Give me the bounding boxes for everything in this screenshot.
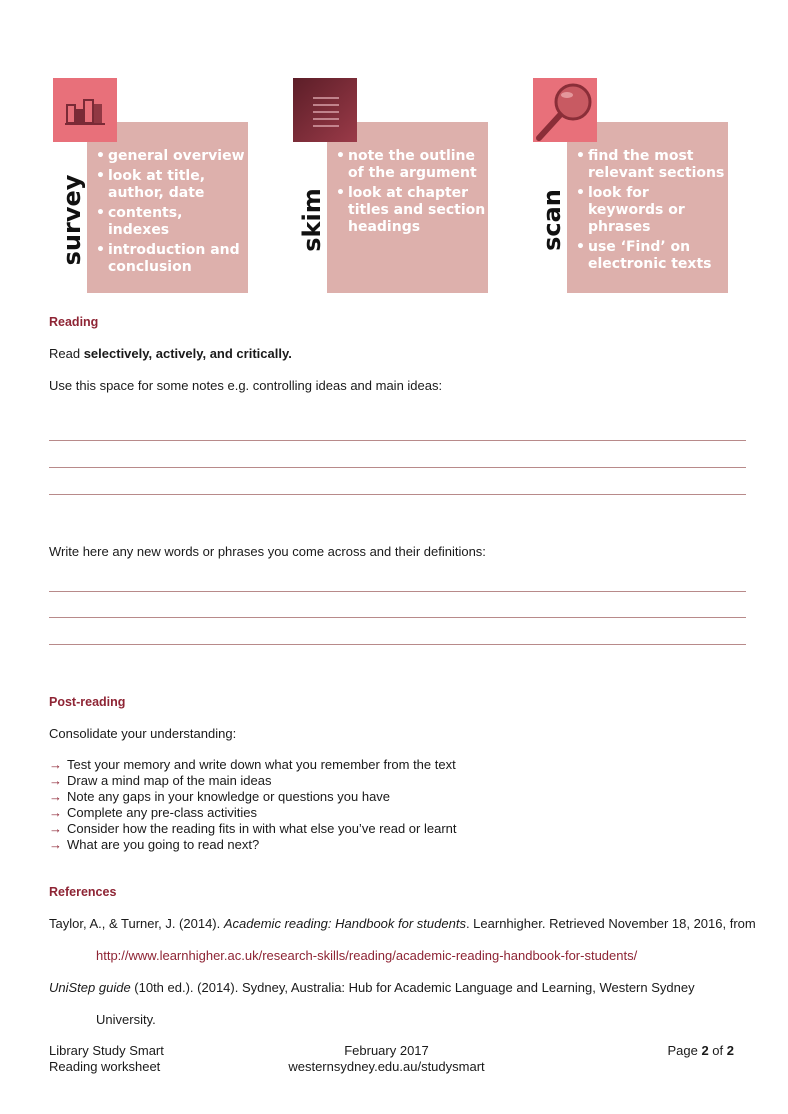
reference-2: UniStep guide (10th ed.). (2014). Sydney, Australia: Hub for Academic Language and Learning, Western Sydney <box>49 980 695 995</box>
arrow-icon: → <box>49 789 62 804</box>
bullet-item: • look for keywords or phrases <box>576 185 726 236</box>
strategy-label: survey <box>58 174 86 266</box>
arrow-icon: → <box>49 757 62 772</box>
list-item: → Note any gaps in your knowledge or questions you have <box>49 789 391 804</box>
words-line[interactable] <box>49 591 746 592</box>
list-item: → Complete any pre-class activities <box>49 805 258 820</box>
list-item: → Consider how the reading fits in with what else you’ve read or learnt <box>49 821 457 836</box>
bullet-list <box>336 148 486 239</box>
reading-heading: Reading <box>49 315 99 329</box>
footer-left <box>49 1043 164 1075</box>
skim-card <box>293 78 533 294</box>
survey-card <box>53 78 293 294</box>
reference-url-link[interactable]: http://www.learnhigher.ac.uk/research-skills/reading/academic-reading-handbook-for-students/ <box>96 948 638 963</box>
footer-website[interactable]: westernsydney.edu.au/studysmart <box>288 1059 485 1074</box>
notes-line[interactable] <box>49 440 746 441</box>
strategy-label: skim <box>298 188 326 252</box>
reference-title: UniStep guide <box>49 980 131 995</box>
scan-card <box>533 78 773 294</box>
notes-line[interactable] <box>49 467 746 468</box>
arrow-icon: → <box>49 773 62 788</box>
words-prompt: Write here any new words or phrases you come across and their definitions: <box>49 544 486 559</box>
reference-1: Taylor, A., & Turner, J. (2014). Academic reading: Handbook for students. Learnhigher. Retrieved November 18, 2016, from <box>49 916 756 931</box>
words-line[interactable] <box>49 644 746 645</box>
list-item: → Test your memory and write down what you remember from the text <box>49 757 456 772</box>
bullet-list <box>576 148 726 276</box>
list-lines-icon <box>293 78 357 142</box>
reference-title: Academic reading: Handbook for students <box>223 916 466 931</box>
books-icon <box>53 78 117 142</box>
read-emphasis: selectively, actively, and critically. <box>83 346 292 361</box>
magnifying-glass-icon <box>533 78 597 142</box>
strategy-label: scan <box>538 189 566 251</box>
bullet-item: • contents, indexes <box>96 205 246 239</box>
post-reading-intro: Consolidate your understanding: <box>49 726 237 741</box>
arrow-icon: → <box>49 821 62 836</box>
footer-series: Library Study Smart <box>49 1043 164 1058</box>
notes-line[interactable] <box>49 494 746 495</box>
post-reading-list <box>49 757 457 853</box>
bullet-item: • look at chapter titles and section headings <box>336 185 486 236</box>
reference-2-continued: University. <box>96 1012 156 1027</box>
bullet-item: • use ‘Find’ on electronic texts <box>576 239 726 273</box>
read-instruction <box>49 346 292 361</box>
list-item: → What are you going to read next? <box>49 837 260 852</box>
bullet-list <box>96 148 246 279</box>
references-heading: References <box>49 885 117 899</box>
bullet-item: • find the most relevant sections <box>576 148 726 182</box>
bullet-item: • note the outline of the argument <box>336 148 486 182</box>
read-prefix: Read <box>49 346 84 361</box>
notes-prompt: Use this space for some notes e.g. controlling ideas and main ideas: <box>49 378 443 393</box>
arrow-icon: → <box>49 837 62 852</box>
post-reading-heading: Post-reading <box>49 695 126 709</box>
bullet-item: • general overview <box>96 148 246 165</box>
page-number: Page 2 of 2 <box>667 1043 734 1058</box>
list-item: → Draw a mind map of the main ideas <box>49 773 272 788</box>
bullet-item: • look at title, author, date <box>96 168 246 202</box>
footer-date: February 2017 <box>344 1043 429 1058</box>
bullet-item: • introduction and conclusion <box>96 242 246 276</box>
words-line[interactable] <box>49 617 746 618</box>
arrow-icon: → <box>49 805 62 820</box>
footer-doc-title: Reading worksheet <box>49 1059 161 1074</box>
footer-center <box>288 1043 485 1075</box>
